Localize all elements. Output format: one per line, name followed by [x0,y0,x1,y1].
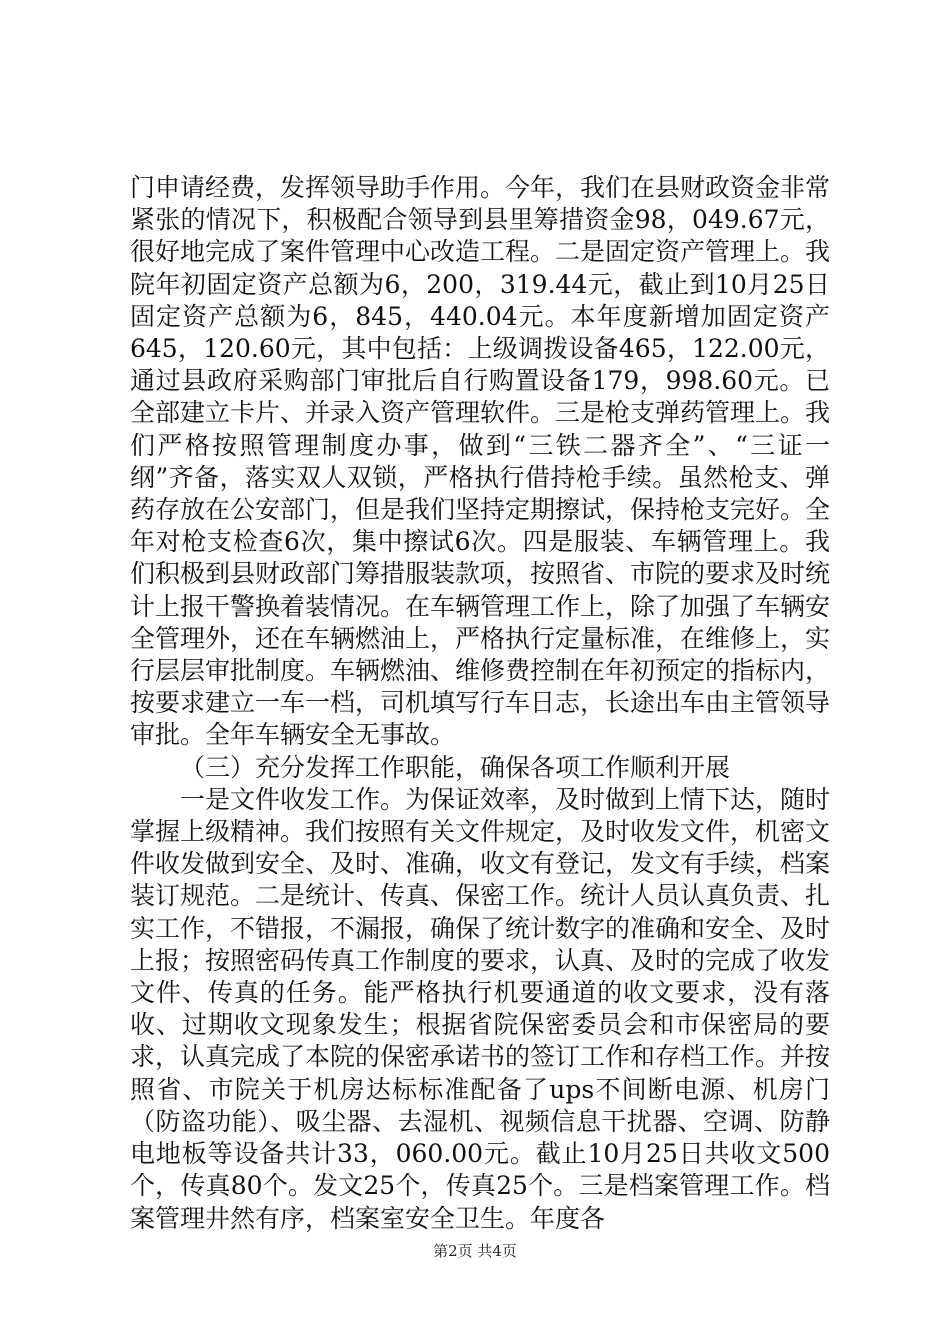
page-footer [0,1241,950,1261]
paragraph-1: 门申请经费，发挥领导助手作用。今年，我们在县财政资金非常紧张的情况下，积极配合领导到县里筹措资金98，049.67元，很好地完成了案件管理中心改造工程。二是固定资产管理上。我院年初固定资产总额为6，200，319.44元，截止到10月25日固定资产总额为6，845，440.04元。本年度新增加固定资产645，120.60元，其中包括：上级调拨设备465，122.00元，通过县政府采购部门审批后自行购置设备179，998.60元。已全部建立卡片、并录入资产管理软件。三是枪支弹药管理上。我们严格按照管理制度办事，做到“三铁二器齐全”、“三证一纲”齐备，落实双人双锁，严格执行借持枪手续。虽然枪支、弹药存放在公安部门，但是我们坚持定期擦试，保持枪支完好。全年对枪支检查6次，集中擦试6次。四是服装、车辆管理上。我们积极到县财政部门筹措服装款项，按照省、市院的要求及时统计上报干警换着装情况。在车辆管理工作上，除了加强了车辆安全管理外，还在车辆燃油上，严格执行定量标准，在维修上，实行层层审批制度。车辆燃油、维修费控制在年初预定的指标内，按要求建立一车一档，司机填写行车日志，长途出车由主管领导审批。全年车辆安全无事故。 [130,173,831,750]
paragraph-3: 一是文件收发工作。为保证效率，及时做到上情下达，随时掌握上级精神。我们按照有关文件规定，及时收发文件，机密文件收发做到安全、及时、准确，收文有登记，发文有手续，档案装订规范。二是统计、传真、保密工作。统计人员认真负责、扎实工作，不错报，不漏报，确保了统计数字的准确和安全、及时上报；按照密码传真工作制度的要求，认真、及时的完成了收发文件、传真的任务。能严格执行机要通道的收文要求，没有落收、过期收文现象发生；根据省院保密委员会和市保密局的要求，认真完成了本院的保密承诺书的签订工作和存档工作。并按照省、市院关于机房达标标准配备了ups不间断电源、机房门（防盗功能）、吸尘器、去湿机、视频信息干扰器、空调、防静电地板等设备共计33，060.00元。截止10月25日共收文500个，传真80个。发文25个，传真25个。三是档案管理工作。档案管理井然有序，档案室安全卫生。年度各 [130,784,831,1233]
body-text [130,172,830,1235]
section-heading: （三）充分发挥工作职能，确保各项工作顺利开展 [180,752,731,782]
page-indicator: 第2页 共4页 [433,1242,517,1260]
